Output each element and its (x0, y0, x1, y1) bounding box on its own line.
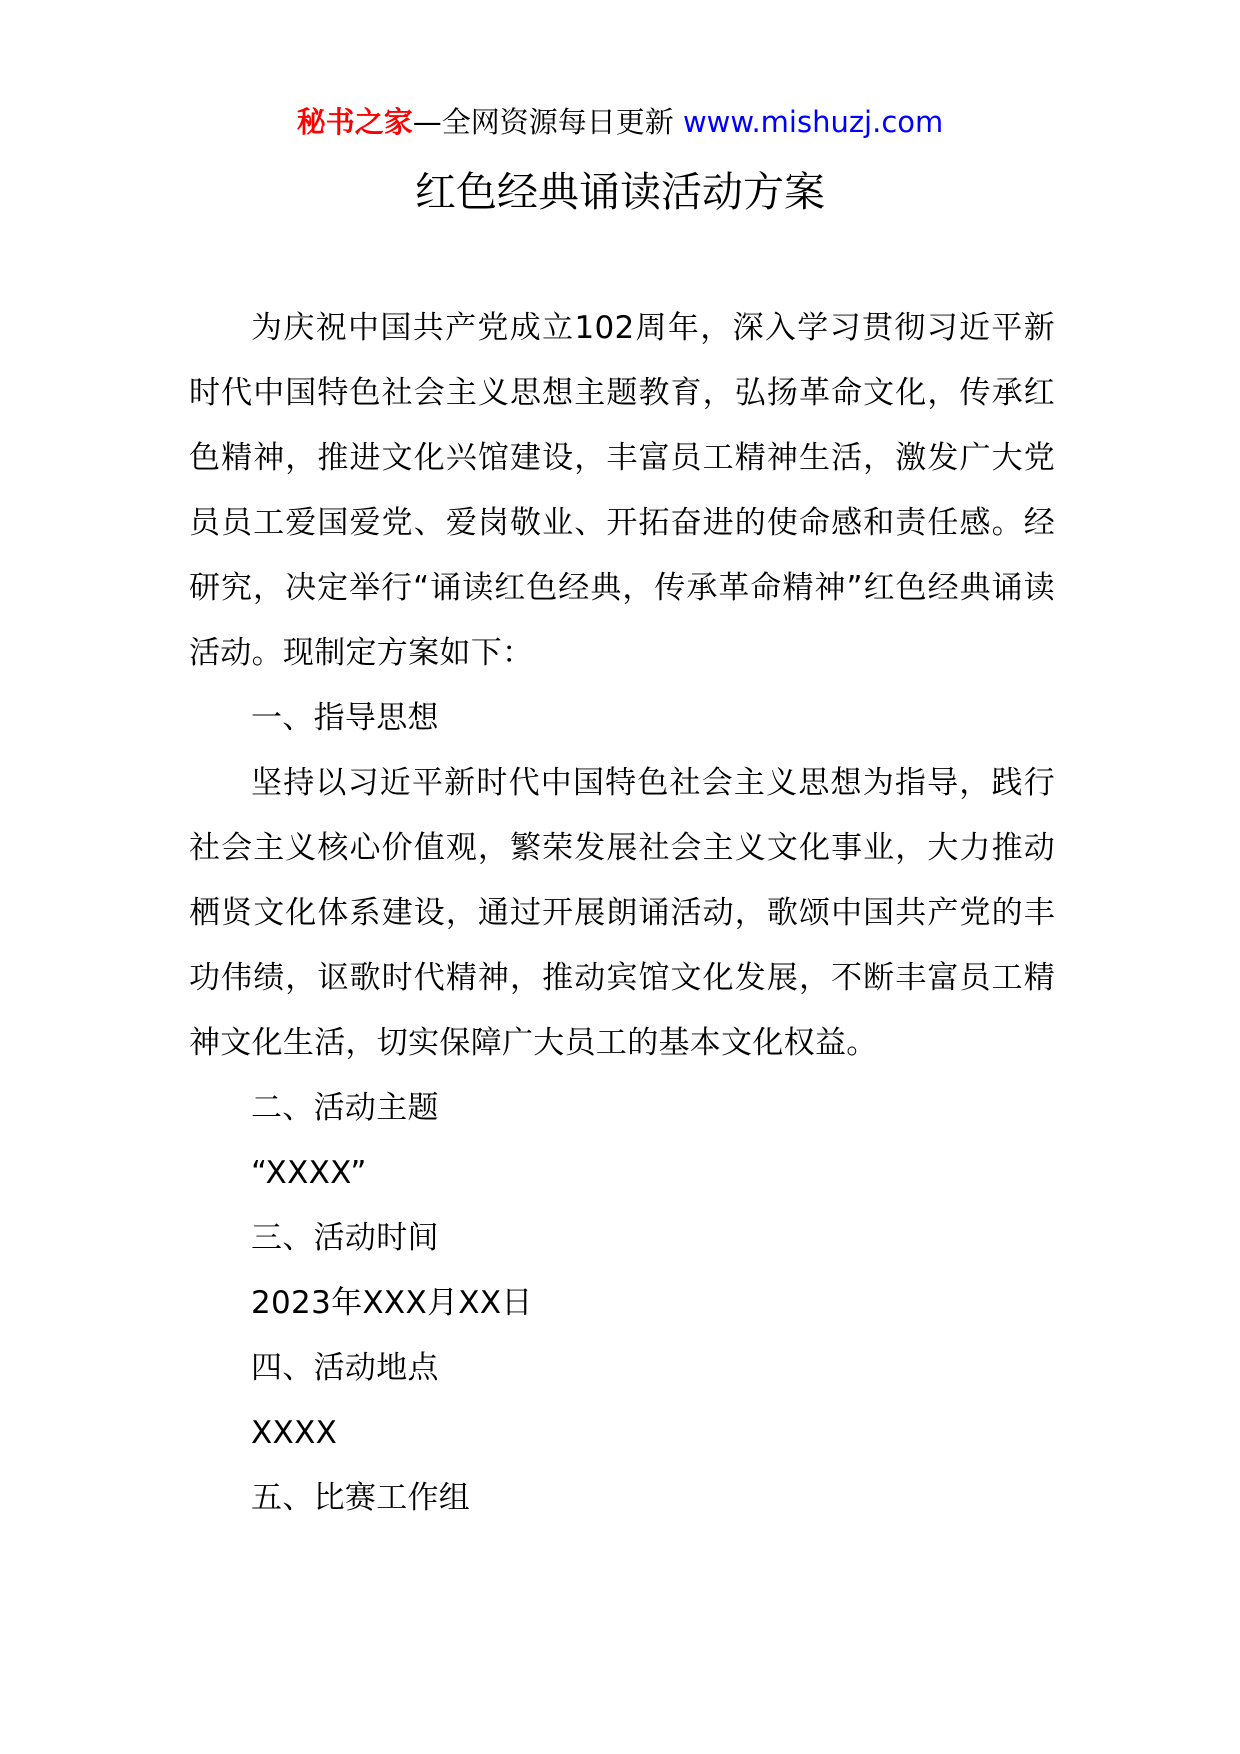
activity-time-value: 2023年XXX月XX日 (251, 1285, 533, 1321)
document-title: 红色经典诵读活动方案 (415, 168, 825, 216)
section-heading-competition-group: 五、比赛工作组 (251, 1480, 471, 1516)
section-heading-guiding-ideology: 一、指导思想 (251, 700, 439, 736)
header-tagline: —全网资源每日更新 (412, 105, 683, 139)
section-heading-activity-time: 三、活动时间 (251, 1220, 439, 1256)
activity-location-value: XXXX (251, 1415, 338, 1451)
brand-name: 秘书之家 (296, 105, 413, 139)
guiding-ideology-paragraph: 坚持以习近平新时代中国特色社会主义思想为指导，践行社会主义核心价值观，繁荣发展社会主义文化事业，大力推动栖贤文化体系建设，通过开展朗诵活动，歌颂中国共产党的丰功伟绩，讴歌时代精神，推动宾馆文化发展，不断丰富员工精神文化生活，切实保障广大员工的基本文化权益。 (189, 765, 1055, 1061)
activity-theme-value: “XXXX” (251, 1155, 367, 1191)
intro-paragraph: 为庆祝中国共产党成立102周年，深入学习贯彻习近平新时代中国特色社会主义思想主题教育，弘扬革命文化，传承红色精神，推进文化兴馆建设，丰富员工精神生活，激发广大党员员工爱国爱党、爱岗敬业、开拓奋进的使命感和责任感。经研究，决定举行“诵读红色经典，传承革命精神”红色经典诵读活动。现制定方案如下： (189, 310, 1055, 671)
section-heading-activity-theme: 二、活动主题 (251, 1090, 439, 1126)
site-header (0, 100, 1240, 144)
document-body (189, 296, 1055, 1531)
site-url-link[interactable]: www.mishuzj.com (682, 105, 944, 139)
section-heading-activity-location: 四、活动地点 (251, 1350, 439, 1386)
